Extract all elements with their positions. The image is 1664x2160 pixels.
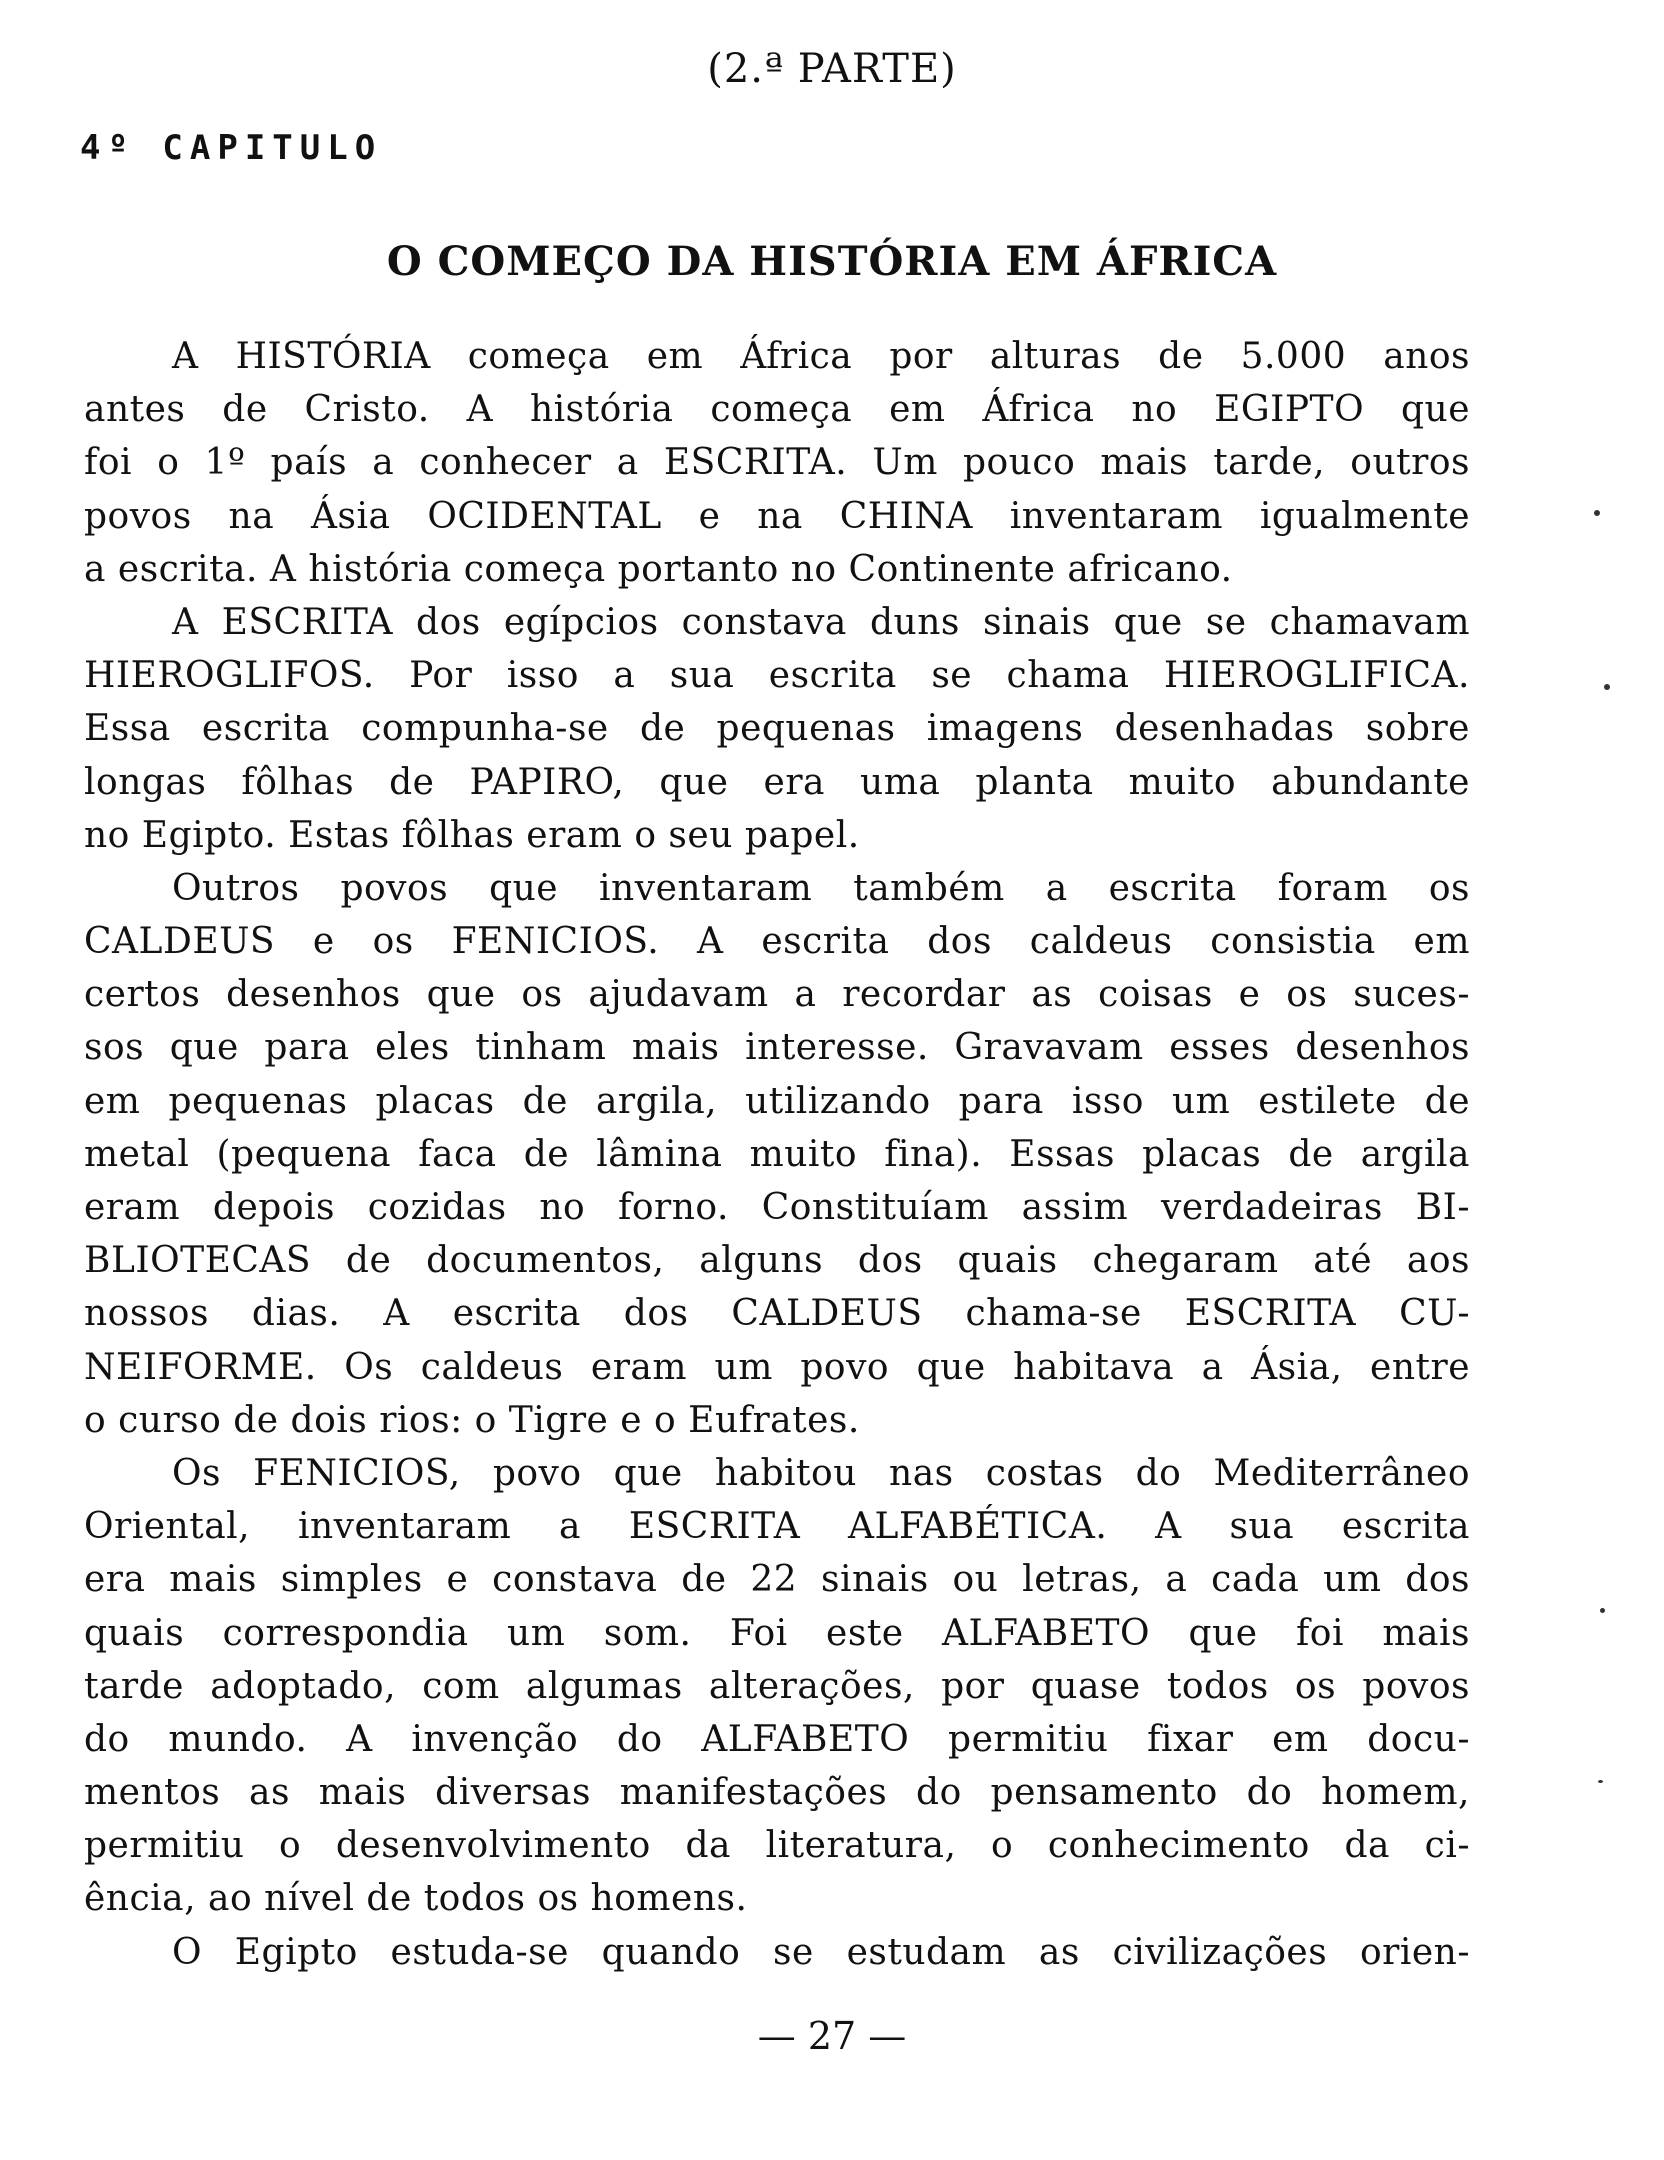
- text-line: NEIFORME. Os caldeus eram um povo que habitava a Ásia, entre: [84, 1346, 1470, 1388]
- body-text: [84, 330, 1470, 1979]
- text-line: A ESCRITA dos egípcios constava duns sinais que se chamavam: [172, 601, 1470, 643]
- text-line: Oriental, inventaram a ESCRITA ALFABÉTICA. A sua escrita: [84, 1506, 1470, 1548]
- text-line: no Egipto. Estas fôlhas eram o seu papel.: [84, 814, 860, 856]
- text-line: Essa escrita compunha-se de pequenas imagens desenhadas sobre: [84, 708, 1470, 750]
- text-line: Outros povos que inventaram também a escrita foram os: [172, 867, 1470, 909]
- text-line: permitiu o desenvolvimento da literatura, o conhecimento da ci-: [84, 1825, 1470, 1867]
- text-line: antes de Cristo. A história começa em África no EGIPTO que: [84, 389, 1470, 431]
- text-line: nossos dias. A escrita dos CALDEUS chama-se ESCRITA CU-: [84, 1293, 1470, 1335]
- text-line: povos na Ásia OCIDENTAL e na CHINA inventaram igualmente: [84, 495, 1470, 537]
- paragraph: [84, 1447, 1470, 1926]
- text-line: A HISTÓRIA começa em África por alturas de 5.000 anos: [172, 336, 1470, 377]
- text-line: certos desenhos que os ajudavam a recordar as coisas e os suces-: [84, 974, 1470, 1016]
- text-line: sos que para eles tinham mais interesse. Gravavam esses desenhos: [84, 1027, 1470, 1069]
- text-line: o curso de dois rios: o Tigre e o Eufrates.: [84, 1399, 860, 1441]
- paragraph: [84, 1926, 1470, 1979]
- scan-speck: [1600, 1608, 1605, 1613]
- text-line: era mais simples e constava de 22 sinais ou letras, a cada um dos: [84, 1559, 1470, 1601]
- paragraph: [84, 862, 1470, 1447]
- text-line: em pequenas placas de argila, utilizando para isso um estilete de: [84, 1080, 1470, 1122]
- text-line: ência, ao nível de todos os homens.: [84, 1878, 748, 1920]
- chapter-title: O COMEÇO DA HISTÓRIA EM ÁFRICA: [386, 238, 1278, 285]
- chapter-heading: 4º CAPITULO: [80, 128, 383, 168]
- text-line: tarde adoptado, com algumas alterações, por quase todos os povos: [84, 1665, 1470, 1707]
- scan-speck: [1604, 684, 1610, 690]
- text-line: do mundo. A invenção do ALFABETO permitiu fixar em docu-: [84, 1718, 1470, 1760]
- text-line: quais correspondia um som. Foi este ALFABETO que foi mais: [84, 1612, 1470, 1654]
- text-line: foi o 1º país a conhecer a ESCRITA. Um pouco mais tarde, outros: [84, 442, 1470, 484]
- text-line: a escrita. A história começa portanto no Continente africano.: [84, 548, 1233, 590]
- scan-speck: [1598, 1780, 1603, 1783]
- text-line: mentos as mais diversas manifestações do pensamento do homem,: [84, 1772, 1470, 1814]
- part-heading: (2.ª PARTE): [707, 46, 957, 92]
- text-line: metal (pequena faca de lâmina muito fina). Essas placas de argila: [84, 1133, 1470, 1175]
- text-line: HIEROGLIFOS. Por isso a sua escrita se chama HIEROGLIFICA.: [84, 655, 1470, 697]
- text-line: eram depois cozidas no forno. Constituíam assim verdadeiras BI-: [84, 1187, 1470, 1228]
- scan-speck: [1594, 510, 1600, 516]
- text-line: longas fôlhas de PAPIRO, que era uma planta muito abundante: [84, 761, 1470, 803]
- page-number: — 27 —: [757, 2014, 907, 2058]
- text-line: O Egipto estuda-se quando se estudam as civilizações orien-: [172, 1931, 1470, 1973]
- text-line: CALDEUS e os FENICIOS. A escrita dos caldeus consistia em: [84, 921, 1470, 963]
- text-line: BLIOTECAS de documentos, alguns dos quais chegaram até aos: [84, 1240, 1470, 1282]
- paragraph: [84, 330, 1470, 596]
- paragraph: [84, 596, 1470, 862]
- text-line: Os FENICIOS, povo que habitou nas costas do Mediterrâneo: [172, 1452, 1470, 1494]
